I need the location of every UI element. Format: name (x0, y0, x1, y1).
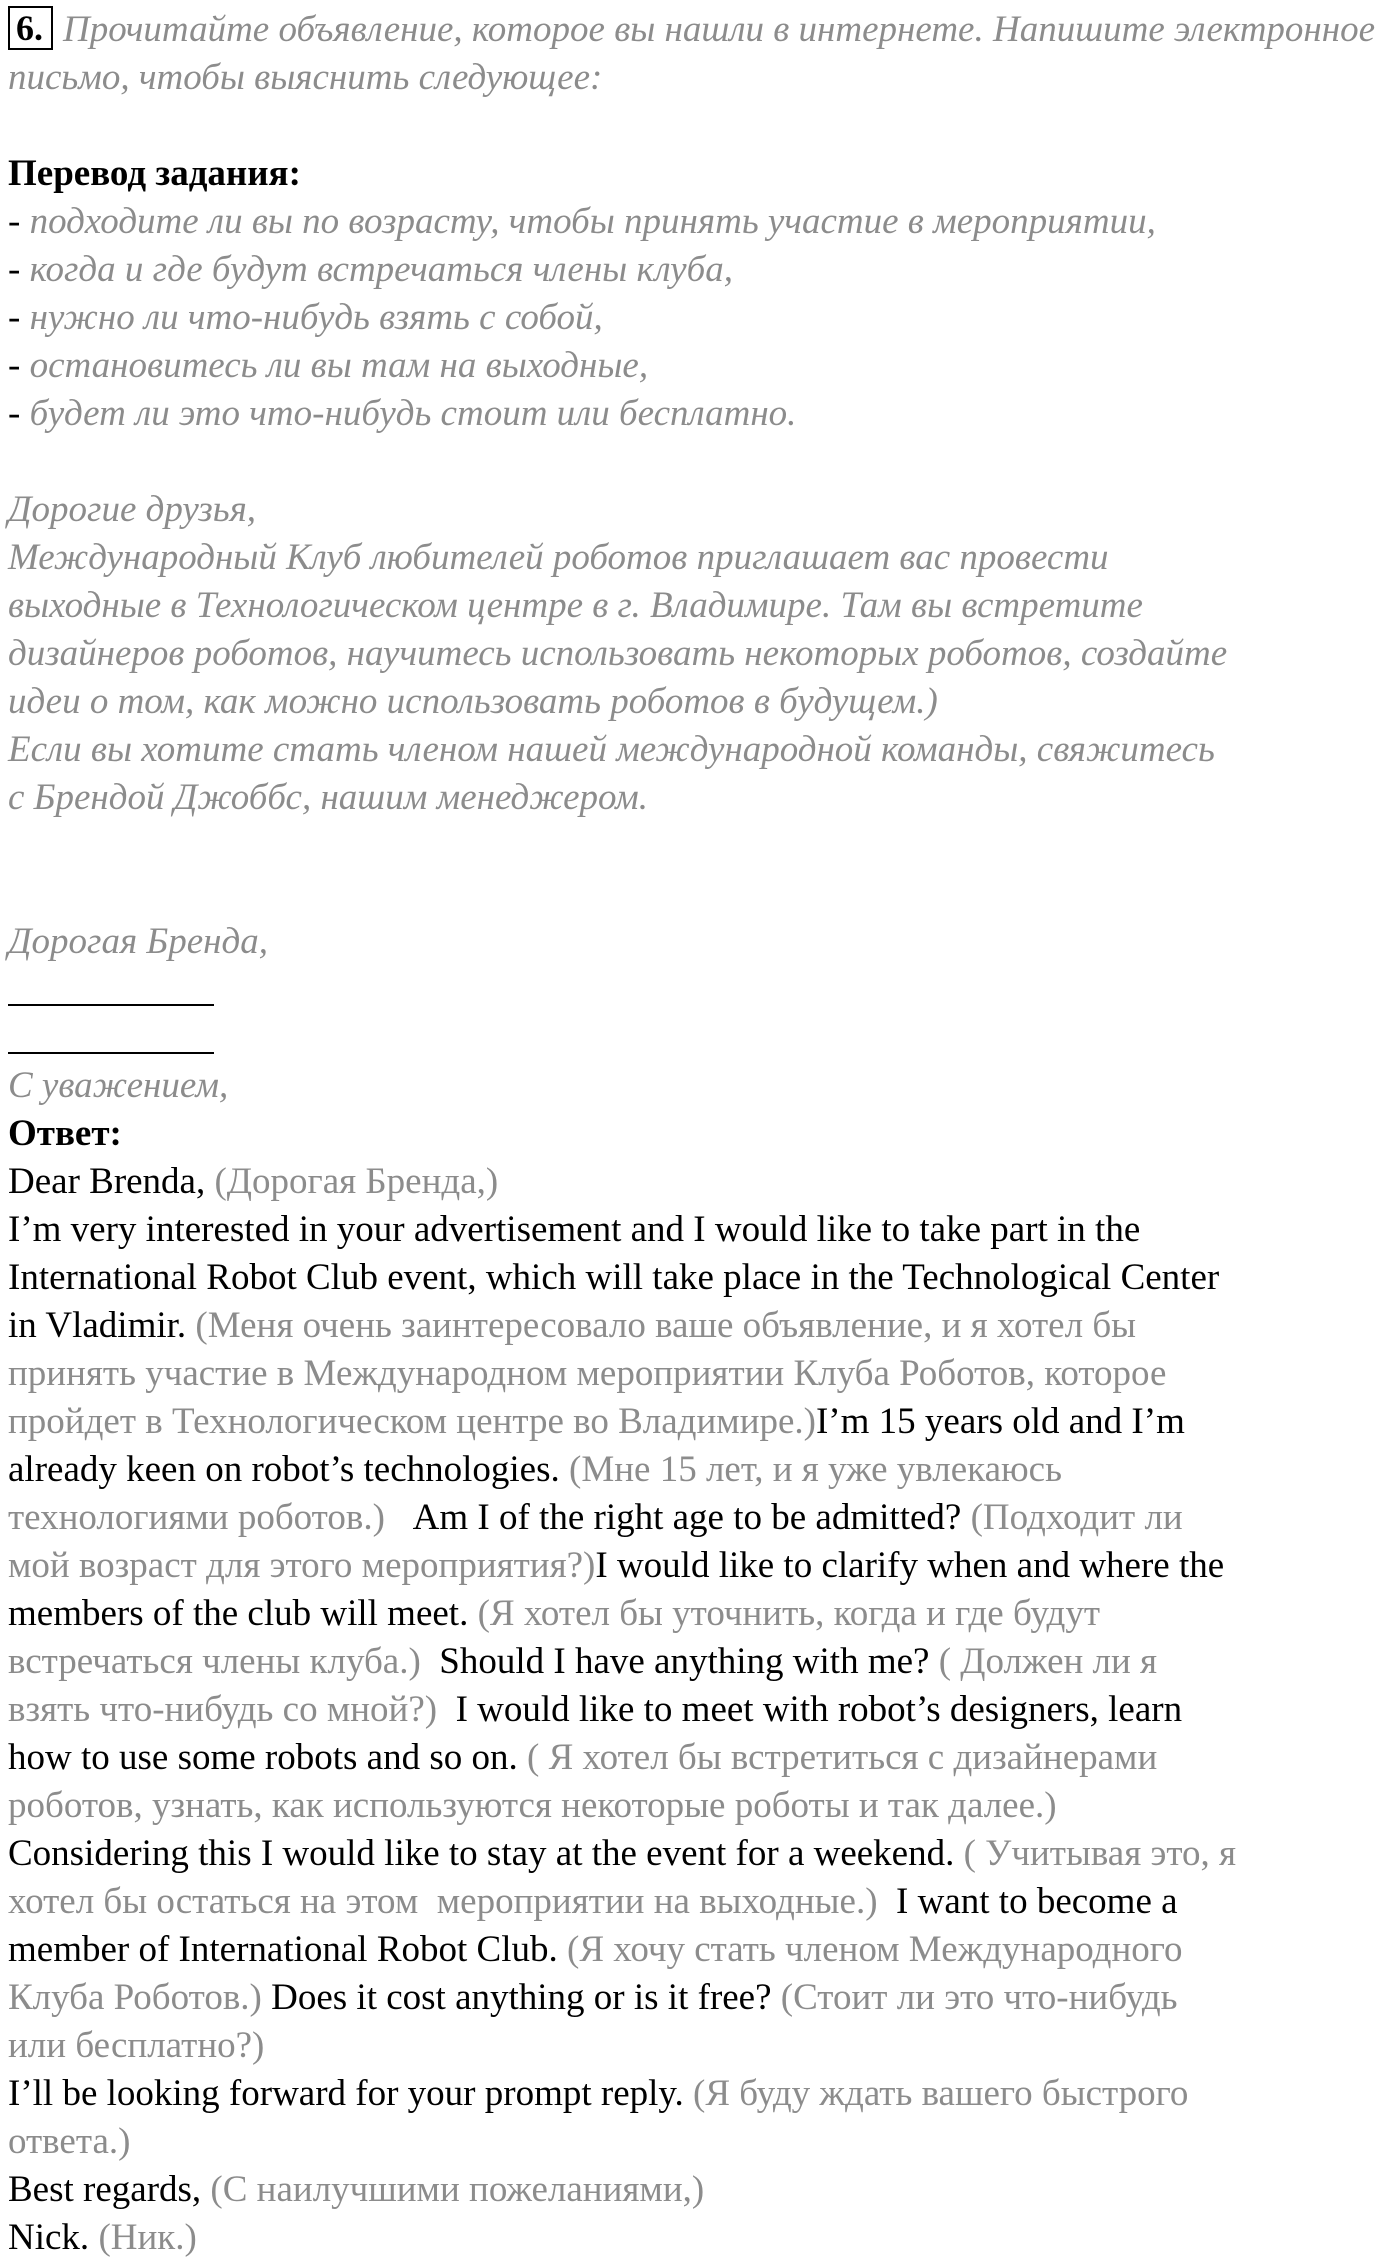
english-text-segment: Am I of the right age to be admitted? (412, 1497, 971, 1538)
translation-bullet-list (8, 198, 1398, 438)
russian-translation-segment: (Я хотел бы уточнить, когда и где будут (477, 1593, 1101, 1634)
bullet-text: будет ли это что-нибудь стоит или бесплатно. (29, 393, 797, 434)
russian-translation-segment: мой возраст для этого мероприятия?) (8, 1545, 596, 1586)
advert-line: Дорогие друзья, (8, 489, 257, 530)
task-header (8, 6, 1398, 54)
russian-translation-segment: (Я хочу стать членом Международного (567, 1929, 1183, 1970)
translation-bullet (8, 198, 1398, 246)
russian-translation-segment: (Подходит ли (970, 1497, 1183, 1538)
english-text-segment: Dear Brenda, (8, 1161, 215, 1202)
answer-line (8, 1542, 1398, 1590)
english-text-segment: I’m very interested in your advertisement and I would like to take part in the (8, 1209, 1141, 1250)
translation-bullet (8, 390, 1398, 438)
russian-translation-segment: (Меня очень заинтересовало ваше объявление, и я хотел бы (195, 1305, 1136, 1346)
russian-translation-segment: Клуба Роботов.) (8, 1977, 272, 2018)
answer-line (8, 2118, 1398, 2166)
advert-line: с Брендой Джоббс, нашим менеджером. (8, 777, 649, 818)
english-text-segment: how to use some robots and so on. (8, 1737, 527, 1778)
spacer (8, 822, 1398, 870)
answer-line (8, 1734, 1398, 1782)
russian-translation-segment: ответа.) (8, 2121, 131, 2162)
bullet-dash: - (8, 393, 30, 434)
russian-translation-segment: ( Учитывая это, я (963, 1833, 1237, 1874)
english-text-segment: Should I have anything with me? (439, 1641, 939, 1682)
answer-line (8, 1878, 1398, 1926)
english-text-segment: International Robot Club event, which will take place in the Technological Center (8, 1257, 1220, 1298)
answer-line (8, 1446, 1398, 1494)
bullet-dash: - (8, 345, 30, 386)
advert-line: выходные в Технологическом центре в г. Владимире. Там вы встретите (8, 585, 1143, 626)
english-text-segment: I’ll be looking forward for your prompt reply. (8, 2073, 694, 2114)
translation-bullet (8, 294, 1398, 342)
russian-translation-segment: (Мне 15 лет, и я уже увлекаюсь (569, 1449, 1062, 1490)
russian-translation-segment: ( Должен ли я (938, 1641, 1158, 1682)
template-greeting: Дорогая Бренда, (8, 921, 268, 962)
english-text-segment: I would like to clarify when and where the (595, 1545, 1225, 1586)
answer-line (8, 1830, 1398, 1878)
russian-translation-segment: или бесплатно?) (8, 2025, 265, 2066)
russian-translation-segment: (Стоит ли это что-нибудь (780, 1977, 1178, 2018)
bullet-dash: - (8, 297, 30, 338)
translation-bullet (8, 246, 1398, 294)
answer-line (8, 1494, 1398, 1542)
bullet-text: остановитесь ли вы там на выходные, (29, 345, 649, 386)
answer-line (8, 2070, 1398, 2118)
advert-line: дизайнеров роботов, научитесь использовать некоторых роботов, создайте (8, 633, 1228, 674)
english-text-segment: Nick. (8, 2217, 99, 2258)
russian-translation-segment: (С наилучшими пожеланиями,) (210, 2169, 705, 2210)
russian-translation-segment: принять участие в Международном мероприятии Клуба Роботов, которое (8, 1353, 1167, 1394)
english-text-segment: members of the club will meet. (8, 1593, 478, 1634)
bullet-dash: - (8, 201, 30, 242)
advert-line: Если вы хотите стать членом нашей международной команды, свяжитесь (8, 729, 1215, 770)
template-closing: С уважением, (8, 1065, 229, 1106)
answer-letter (8, 1158, 1398, 2262)
answer-line (8, 2166, 1398, 2214)
answer-line (8, 1350, 1398, 1398)
english-text-segment: I’m 15 years old and I’m (815, 1401, 1185, 1442)
russian-translation-segment: (Ник.) (98, 2217, 197, 2258)
spacer (8, 438, 1398, 486)
advert-line: идеи о том, как можно использовать роботов в будущем.) (8, 681, 938, 722)
answer-line (8, 1686, 1398, 1734)
blank-answer-line (8, 1014, 1398, 1062)
russian-translation-segment: ( Я хотел бы встретиться с дизайнерами (527, 1737, 1158, 1778)
answer-line (8, 1158, 1398, 1206)
russian-translation-segment: (Дорогая Бренда,) (214, 1161, 499, 1202)
spacer (8, 870, 1398, 918)
russian-translation-segment: хотел бы остаться на этом мероприятии на выходные.) (8, 1881, 897, 1922)
english-text-segment: Considering this I would like to stay at the event for a weekend. (8, 1833, 964, 1874)
task-instruction-line-1: Прочитайте объявление, которое вы нашли в интернете. Напишите электронное (63, 9, 1376, 50)
document-page (8, 6, 1398, 2262)
bullet-text: подходите ли вы по возрасту, чтобы принять участие в мероприятии, (29, 201, 1156, 242)
answer-line (8, 1302, 1398, 1350)
english-text-segment: already keen on robot’s technologies. (8, 1449, 569, 1490)
english-text-segment: in Vladimir. (8, 1305, 196, 1346)
answer-line (8, 1206, 1398, 1254)
answer-line (8, 1398, 1398, 1446)
answer-line (8, 1254, 1398, 1302)
bullet-text: нужно ли что-нибудь взять с собой, (29, 297, 603, 338)
answer-line (8, 2022, 1398, 2070)
spacer (8, 102, 1398, 150)
english-text-segment: Best regards, (8, 2169, 211, 2210)
russian-translation-segment: (Я буду ждать вашего быстрого (693, 2073, 1189, 2114)
answer-heading: Ответ: (8, 1113, 122, 1154)
advertisement-text (8, 486, 1398, 822)
english-text-segment: I would like to meet with robot’s designers, learn (455, 1689, 1183, 1730)
answer-line (8, 1782, 1398, 1830)
advert-line: Международный Клуб любителей роботов приглашает вас провести (8, 537, 1109, 578)
task-number: 6. (8, 6, 53, 50)
answer-line (8, 1590, 1398, 1638)
russian-translation-segment: пройдет в Технологическом центре во Владимире.) (8, 1401, 816, 1442)
russian-translation-segment: роботов, узнать, как используются некоторые роботы и так далее.) (8, 1785, 1057, 1826)
translation-heading: Перевод задания: (8, 153, 301, 194)
bullet-text: когда и где будут встречаться члены клуба, (29, 249, 733, 290)
english-text-segment: member of International Robot Club. (8, 1929, 567, 1970)
russian-translation-segment: встречаться члены клуба.) (8, 1641, 440, 1682)
russian-translation-segment: технологиями роботов.) (8, 1497, 413, 1538)
russian-translation-segment: взять что-нибудь со мной?) (8, 1689, 456, 1730)
english-text-segment: Does it cost anything or is it free? (271, 1977, 781, 2018)
answer-line (8, 2214, 1398, 2262)
english-text-segment: I want to become a (896, 1881, 1178, 1922)
translation-bullet (8, 342, 1398, 390)
answer-line (8, 1974, 1398, 2022)
answer-line (8, 1638, 1398, 1686)
blank-answer-line (8, 966, 1398, 1014)
task-instruction-line-2: письмо, чтобы выяснить следующее: (8, 57, 603, 98)
bullet-dash: - (8, 249, 30, 290)
answer-line (8, 1926, 1398, 1974)
